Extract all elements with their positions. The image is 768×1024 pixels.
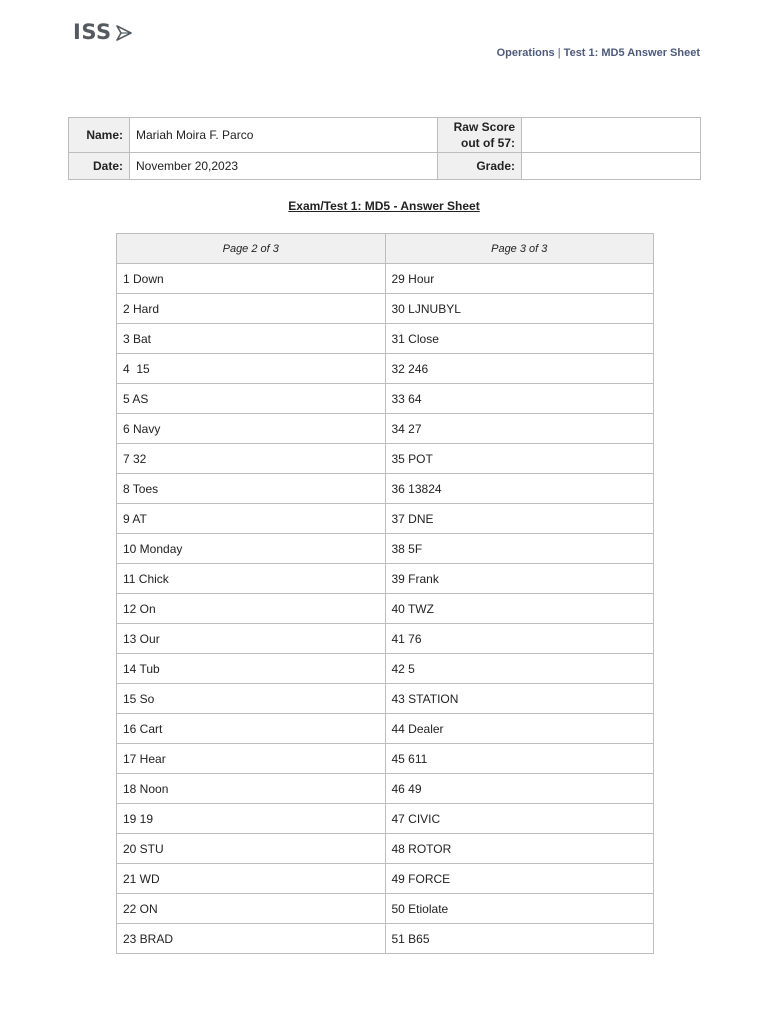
document-header [497,47,700,59]
answer-cell: 39 Frank [385,564,654,594]
grade-value [522,153,701,180]
answer-cell: 44 Dealer [385,714,654,744]
answer-cell: 34 27 [385,414,654,444]
answer-cell: 12 On [117,594,386,624]
answer-cell: 3 Bat [117,324,386,354]
grade-label: Grade: [438,153,522,180]
answer-cell: 32 246 [385,354,654,384]
answer-cell: 9 AT [117,504,386,534]
answer-cell: 6 Navy [117,414,386,444]
answer-cell: 15 So [117,684,386,714]
raw-score-label-line2: out of 57: [461,136,515,150]
answer-cell: 45 611 [385,744,654,774]
answer-cell: 2 Hard [117,294,386,324]
table-row [117,654,654,684]
answer-cell: 8 Toes [117,474,386,504]
answer-cell: 50 Etiolate [385,894,654,924]
date-value: November 20,2023 [130,153,438,180]
answer-cell: 5 AS [117,384,386,414]
answer-cell: 41 76 [385,624,654,654]
department-label: Operations [496,47,555,59]
answer-cell: 43 STATION [385,684,654,714]
answer-cell: 35 POT [385,444,654,474]
table-row [117,894,654,924]
answer-cell: 14 Tub [117,654,386,684]
logo-arrow-icon [115,24,133,42]
table-row [117,504,654,534]
answer-table-body [117,264,654,954]
table-row [117,924,654,954]
table-row [117,324,654,354]
table-row [117,774,654,804]
answer-cell: 10 Monday [117,534,386,564]
answer-table [116,233,654,954]
table-row [117,714,654,744]
answer-cell: 38 5F [385,534,654,564]
answer-cell: 49 FORCE [385,864,654,894]
answer-cell: 4 15 [117,354,386,384]
answer-cell: 30 LJNUBYL [385,294,654,324]
answer-column-header: Page 3 of 3 [385,234,654,264]
iss-logo [73,20,133,44]
answer-cell: 11 Chick [117,564,386,594]
answer-cell: 29 Hour [385,264,654,294]
table-row [117,474,654,504]
answer-cell: 13 Our [117,624,386,654]
answer-cell: 23 BRAD [117,924,386,954]
answer-cell: 22 ON [117,894,386,924]
table-row [117,594,654,624]
answer-cell: 51 B65 [385,924,654,954]
raw-score-label [438,118,522,153]
table-row [117,564,654,594]
answer-cell: 1 Down [117,264,386,294]
answer-cell: 18 Noon [117,774,386,804]
date-label: Date: [69,153,130,180]
table-row [117,834,654,864]
answer-cell: 46 49 [385,774,654,804]
answer-cell: 19 19 [117,804,386,834]
logo-text: ISS [73,20,112,44]
table-row [117,414,654,444]
answer-cell: 31 Close [385,324,654,354]
answer-cell: 36 13824 [385,474,654,504]
document-label: Test 1: MD5 Answer Sheet [563,47,700,59]
table-row [117,444,654,474]
answer-cell: 40 TWZ [385,594,654,624]
student-info-table [68,117,701,180]
answer-cell: 7 32 [117,444,386,474]
table-row [117,534,654,564]
table-row [117,624,654,654]
answer-cell: 17 Hear [117,744,386,774]
answer-cell: 16 Cart [117,714,386,744]
table-row [117,684,654,714]
name-label: Name: [69,118,130,153]
table-row [117,354,654,384]
table-row [117,864,654,894]
name-value: Mariah Moira F. Parco [130,118,438,153]
answer-cell: 48 ROTOR [385,834,654,864]
table-row [117,384,654,414]
answer-column-header: Page 2 of 3 [117,234,386,264]
answer-cell: 21 WD [117,864,386,894]
page-title: Exam/Test 1: MD5 - Answer Sheet [288,199,480,213]
table-row [117,804,654,834]
table-row [117,264,654,294]
answer-cell: 42 5 [385,654,654,684]
table-row [117,294,654,324]
answer-cell: 47 CIVIC [385,804,654,834]
answer-cell: 20 STU [117,834,386,864]
answer-cell: 33 64 [385,384,654,414]
answer-cell: 37 DNE [385,504,654,534]
table-row [117,744,654,774]
header-separator: | [557,47,561,59]
raw-score-label-line1: Raw Score [453,120,515,134]
raw-score-value [522,118,701,153]
